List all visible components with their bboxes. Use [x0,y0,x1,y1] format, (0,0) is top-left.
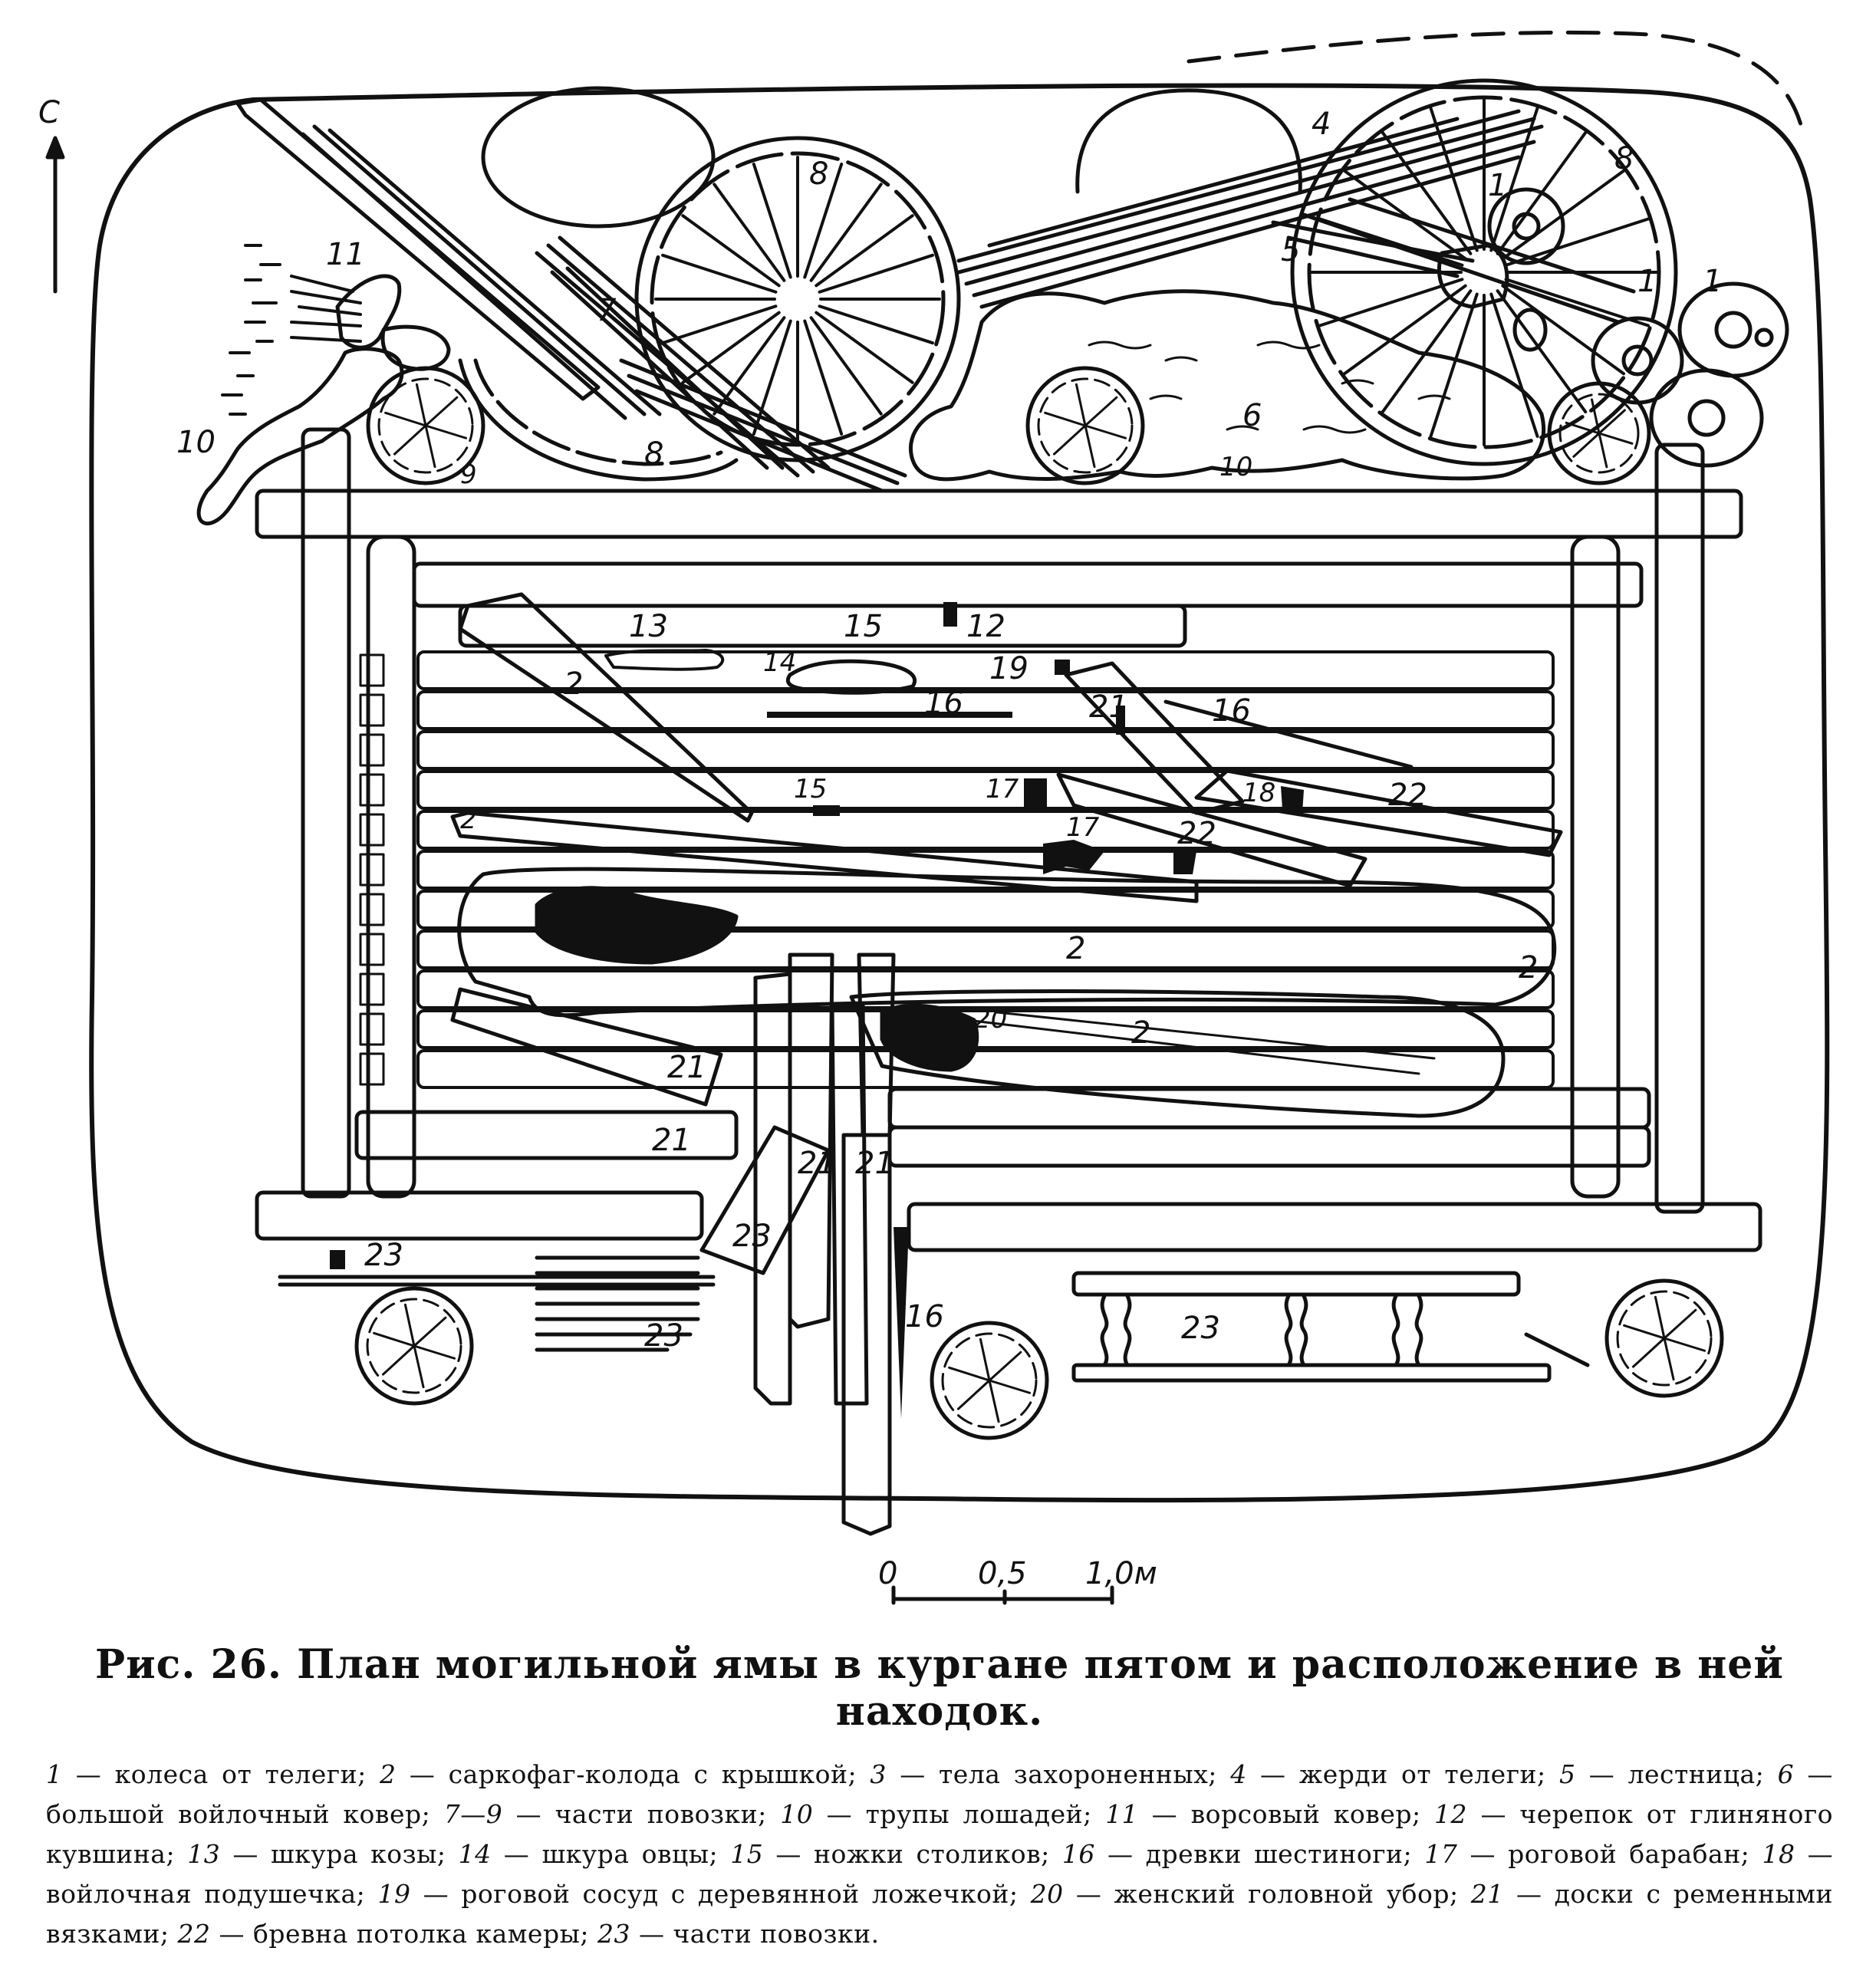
label-2: 2 [564,666,584,702]
north-arrow [38,95,63,291]
legend-item-number: 12 [1434,1799,1468,1829]
label-2: 2 [1519,950,1539,985]
legend-item-text: трупы лошадей; [865,1799,1092,1829]
legend-item: 12 — черепок от глиняного кувшина; [46,1799,1833,1869]
label-1: 1 [1703,264,1723,299]
legend-item: 3 — тела захороненных; [870,1759,1217,1789]
top-beam [257,491,1741,537]
legend-item: 10 — трупы лошадей; [780,1799,1092,1829]
legend-item: 18 — войлочная подушечка; [46,1839,1834,1909]
label-8: 8 [1614,141,1634,176]
label-22: 22 [1177,816,1216,851]
legend-item-text: большой войлочный ковер; [46,1799,431,1829]
label-4: 4 [1312,107,1331,142]
label-15: 15 [844,609,883,644]
label-17: 17 [986,774,1019,804]
legend-item-number: 19 [377,1879,411,1909]
legend-item-text: части повозки; [555,1799,767,1829]
label-2: 2 [1131,1015,1151,1051]
label-17: 17 [1066,812,1100,843]
large-wheel-right [1292,81,1676,464]
label-20: 20 [974,1004,1008,1035]
legend-item-number: 17 [1424,1839,1458,1869]
legend-item-number: 14 [458,1839,492,1869]
niche-left [483,88,713,226]
board-21-upper [1066,663,1242,813]
label-8: 8 [809,156,829,192]
label-21: 21 [652,1123,691,1158]
sarcophagus-hollow [537,888,736,962]
label-18: 18 [1242,778,1276,808]
legend-item-number: 7—9 [443,1799,503,1829]
large-wheel-bottom-left [460,360,736,479]
legend-item-text: ворсовый ковер; [1190,1799,1421,1829]
label-23: 23 [1181,1311,1220,1346]
label-10: 10 [176,425,216,460]
sarcophagus-lid-fragment [460,594,752,821]
legend-item-text: черепок от глиняного кувшина; [46,1799,1833,1869]
label-7: 7 [597,293,617,328]
legend-item: 7—9 — части повозки; [443,1799,767,1829]
legend-item-text: женский головной убор; [1114,1879,1459,1909]
legend-item-text: лестница; [1628,1759,1765,1789]
legend-item-number: 11 [1105,1799,1139,1829]
cart-poles [959,111,1542,307]
legend-item: 6 — большой войлочный ковер; [46,1759,1833,1829]
legend-item-text: шкура овцы; [541,1839,719,1869]
figure-caption [46,1641,1833,1954]
legend-item-number: 20 [1030,1879,1064,1909]
scale-tick-05: 0,5 [978,1556,1027,1591]
plank-row-0 [414,564,1641,606]
legend-item-text: древки шестиноги; [1145,1839,1413,1869]
pile-rug-roll [383,327,449,369]
label-2: 2 [460,804,477,835]
bottom-beam-right [909,1204,1760,1250]
label-19: 19 [989,651,1029,686]
legend-item: 13 — шкура козы; [187,1839,446,1869]
label-13: 13 [629,609,668,644]
legend-item-text: доски с ременными вязками; [46,1879,1833,1949]
legend-item-number: 3 [870,1759,887,1789]
legend-item-text: роговой барабан; [1508,1839,1750,1869]
label-21: 21 [855,1146,894,1181]
legend-item-number: 23 [597,1919,630,1949]
legend-item-text: колеса от телеги; [114,1759,367,1789]
sarcophagus-hatching [966,1012,1434,1074]
label-1: 1 [1488,168,1508,203]
legend-item-number: 10 [780,1799,814,1829]
legend-item-number: 15 [730,1839,764,1869]
legend-item: 23 — части повозки. [597,1919,880,1949]
legend-item: 14 — шкура овцы; [458,1839,719,1869]
label-2: 2 [1066,931,1086,966]
legend-item: 21 — доски с ременными вязками; [46,1879,1833,1949]
label-23: 23 [732,1219,772,1254]
legend-item: 17 — роговой барабан; [1424,1839,1750,1869]
legend-item-number: 1 [46,1759,63,1789]
legend-item: 15 — ножки столиков; [730,1839,1050,1869]
caption-legend [46,1755,1833,1954]
label-16: 16 [905,1299,944,1334]
legend-item-text: саркофаг-колода с крышкой; [448,1759,857,1789]
legend-item-text: шкура козы; [271,1839,446,1869]
label-15: 15 [794,774,828,804]
label-22: 22 [1388,778,1427,813]
label-14: 14 [763,647,797,678]
label-16: 16 [924,686,963,721]
label-21: 21 [1089,689,1128,725]
legend-item-text: бревна потолка камеры; [252,1919,589,1949]
scale-tick-1: 1,0м [1085,1556,1157,1591]
scale-bar [878,1556,1157,1603]
bottom-beam-left [257,1193,702,1239]
scale-tick-0: 0 [878,1556,898,1591]
legend-item-number: 6 [1777,1759,1795,1789]
caption-title: Рис. 26. План могильной ямы в кургане пятом и расположение в ней находок. [95,1641,1784,1735]
label-11: 11 [326,237,365,272]
legend-item-number: 18 [1762,1839,1795,1869]
legend-item: 19 — роговой сосуд с деревянной ложечкой; [377,1879,1019,1909]
label-6: 6 [1242,398,1262,433]
label-5: 5 [1281,233,1301,268]
legend-item: 4 — жерди от телеги; [1230,1759,1546,1789]
legend-item: 5 — лестница; [1558,1759,1765,1789]
legend-item-text: жерди от телеги; [1298,1759,1546,1789]
label-16: 16 [1212,693,1251,729]
legend-item: 2 — саркофаг-колода с крышкой; [380,1759,857,1789]
headdress-dark [882,1005,977,1070]
label-23: 23 [364,1238,403,1273]
legend-item-text: ножки столиков; [814,1839,1050,1869]
legend-item: 11 — ворсовый ковер; [1105,1799,1421,1829]
legend-item: 22 — бревна потолка камеры; [177,1919,589,1949]
legend-item-number: 13 [187,1839,221,1869]
label-12: 12 [966,609,1005,644]
legend-item: 1 — колеса от телеги; [46,1759,367,1789]
legend-item-number: 2 [380,1759,397,1789]
legend-item-number: 21 [1470,1879,1504,1909]
legend-item: 16 — древки шестиноги; [1061,1839,1413,1869]
horse-remains-left [199,349,402,524]
legend-item-text: роговой сосуд с деревянной ложечкой; [461,1879,1019,1909]
label-21: 21 [667,1050,706,1085]
label-8: 8 [644,436,664,472]
label-21: 21 [798,1146,837,1181]
label-1: 1 [1637,264,1657,299]
label-23: 23 [644,1318,683,1354]
legend-item-text: части повозки. [673,1919,880,1949]
label-9: 9 [460,459,477,490]
label-3: 3 [587,889,604,920]
legend-item-number: 16 [1061,1839,1095,1869]
legend-item-text: тела захороненных; [939,1759,1217,1789]
north-label: С [38,95,60,130]
bench-23 [1074,1273,1588,1380]
legend-item: 20 — женский головной убор; [1030,1879,1459,1909]
legend-item-number: 4 [1230,1759,1247,1789]
plank-lower-right-2 [890,1127,1649,1166]
legend-item-number: 5 [1558,1759,1576,1789]
label-10: 10 [1219,452,1253,482]
legend-item-text: войлочная подушечка; [46,1879,366,1909]
legend-item-number: 22 [177,1919,211,1949]
